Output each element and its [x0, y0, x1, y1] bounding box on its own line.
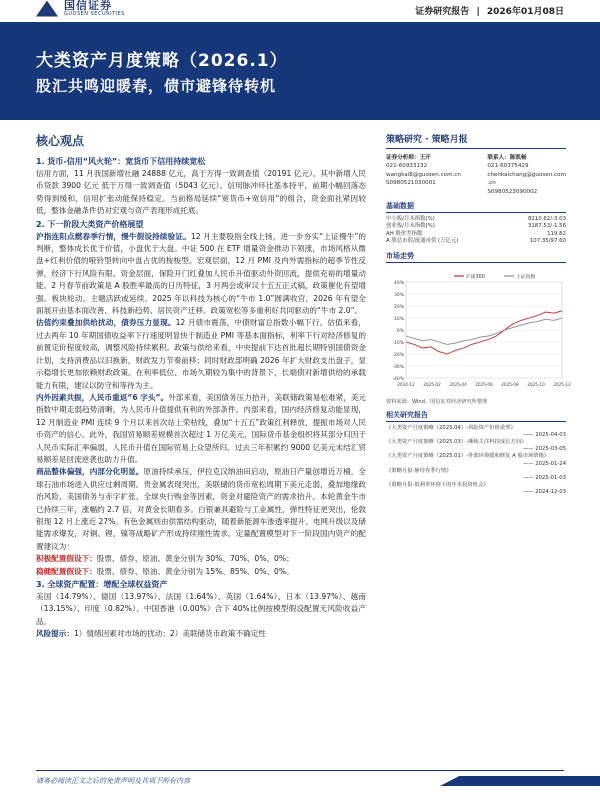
- paragraph-bond-body: 12 月债市震荡，中债财富总指数小幅下行。估值来看，过去两年 10 年期国债收益率下行速度明显快于制造业 PMI 等基本面指标，利率下行对经济修复的前置定价程度较高，调整风险持续累积。政策与供给来看，中央提前下达首批超长期特别国债资金计划，支持消费品以旧换新，财政发力节奏前移；同时财政部明确 2026 年扩大财政支出盘子，显示稳增长更加依赖财政政策。在利率低位、市场久期较为集中的背景下，长端债对新增供给的承载能力有限，建议以防守和等待为主。: [36, 318, 366, 390]
- conservative-body: 股票、债券、原油、黄金分别为 15%、85%、0%、0%。: [96, 566, 294, 576]
- paragraph-bond: [36, 317, 366, 391]
- x-tick-label: 2025-02: [423, 381, 441, 387]
- basic-data-value: 119.82: [547, 230, 566, 237]
- basic-data-value: 8210.62/-3.03: [527, 216, 566, 223]
- market-trend-chart: [386, 266, 571, 396]
- paragraph-equity-body: 12 月主要股指全线上扬，进一步夯实“上证慢牛”的判断，整体成长优于价值，小盘优于大盘。中证 500 在 ETF 增量资金推动下领涨，市场风格从微盘+红利价值的哑铃型转向中盘占优的梭梭型。宏观层面，12 月 PMI 及内外需指标的超季节性反弹，经济下行风险有限。资金层面，保险开门红叠加人民币升值驱动外资回流，提供充裕的增量动能。2 月春节前政策是 A 股胜率最高的日历特征，3 月两会或审议十五五正式稿，政策催化有望增强。板块轮动、主题活跃或延续。2025 年以科技为核心的“牛市 1.0”圆满收官，2026 年有望全面展开由基本面改善、科技新趋势、居民资产迁移、政策宽松等多重利好共同驱动的“牛市 2.0”。: [36, 231, 366, 316]
- related-report-date: —— 2025-03-05: [522, 446, 566, 453]
- core-views-heading: 核心观点: [36, 134, 85, 148]
- analyst-2-label: 联系人：: [487, 155, 510, 161]
- basic-data-heading: 基础数据: [386, 201, 566, 213]
- x-tick-label: 2025-06: [475, 381, 493, 387]
- y-tick-label: 10%: [393, 316, 404, 322]
- analyst-1: [386, 154, 461, 196]
- basic-data-value: 3187.53/-1.56: [527, 223, 566, 230]
- x-tick-label: 2025-08: [501, 381, 519, 387]
- report-type: 证券研究报告: [415, 7, 470, 17]
- x-tick-label: 2024-12: [397, 381, 415, 387]
- basic-data-key: 中小板/月末指数(%): [386, 216, 435, 223]
- basic-data-key: A 股总市值/流通市值 (万亿元): [386, 238, 459, 245]
- chart-source: 资料来源：Wind、国信证券经济研究所整理: [386, 398, 488, 405]
- report-date: 2026年01月08日: [486, 7, 564, 17]
- related-report-link[interactable]: 《大类资产月度策略（2025.01）-外部环境缓和修复 A 股市场情绪》: [386, 453, 550, 460]
- related-reports-heading: 相关研究报告: [386, 410, 566, 422]
- x-tick-label: 2025-10: [527, 381, 545, 387]
- page-footer: [0, 770, 600, 800]
- report-title: 大类资产月度策略（2026.1）: [36, 51, 288, 71]
- analyst-1-label: 证券分析师：: [386, 155, 420, 161]
- footer-disclaimer: 请务必阅读正文之后的免责声明及其项下所有内容: [36, 777, 190, 785]
- x-tick-label: 2025-12: [553, 381, 571, 387]
- y-tick-label: 0%: [396, 328, 404, 334]
- related-report-date: —— 2025-01-24: [522, 460, 566, 467]
- related-report-date: —— 2025-01-03: [522, 475, 566, 482]
- basic-data-table: [386, 216, 566, 246]
- logo-text-cn: 国信证券: [64, 0, 112, 12]
- trend-chart-svg: [386, 266, 571, 396]
- report-meta: [411, 4, 564, 17]
- basic-data-row: [386, 238, 566, 245]
- logo: [36, 0, 125, 17]
- section-3-text: 美国（14.79%）、德国（13.97%）、法国（1.64%）、英国（1.64%）、日本（13.97%）、越南（13.15%）、印度（0.82%）、中国香港（0.00%）合下 40%比例按模型假设配置无风险收益产品。: [36, 592, 366, 626]
- analyst-2-phone: 021-60375429: [487, 163, 529, 170]
- analyst-1-name: 王开: [419, 155, 431, 161]
- analyst-1-cert: S0980521030001: [386, 180, 436, 187]
- paragraph-commodity: [36, 466, 366, 553]
- logo-text-en: GUOSEN SECURITIES: [64, 11, 125, 17]
- section-1-text: 信用方面，11 月我国新增社融 24888 亿元，高于万得一致调查值（20191 亿元）。其中新增人民币贷款 3900 亿元 低于万得一致调查值（5043 亿元）。信用脉冲环比基本持平，前期小幅回落态势得到缓和，信用扩张动能保持稳定。当前格局延续“宽货币+宽信用”的组合，资金面社紧因较低，整体金融条件仍对宏观与资产表现形成托底。: [36, 169, 366, 216]
- y-tick-label: 20%: [393, 304, 404, 310]
- x-tick-label: 2025-04: [449, 381, 467, 387]
- paragraph-bond-lead: 估值约束叠加供给扰动，债券压力显现。: [36, 318, 176, 328]
- footer-accent-bar: [440, 776, 600, 786]
- market-trend-heading: 市场走势: [386, 251, 566, 263]
- basic-data-key: 创业板/月末指数(%): [386, 223, 435, 230]
- risk-body: 1）情绪因素对市场的扰动；2）美联储货币政策不确定性: [73, 629, 266, 639]
- analyst-1-phone: 021-60933132: [386, 163, 428, 170]
- logo-mark-icon: [36, 1, 58, 17]
- y-tick-label: -20%: [392, 352, 404, 358]
- analyst-block: [386, 154, 566, 196]
- footer-divider: [36, 770, 564, 771]
- y-tick-label: 30%: [393, 292, 404, 298]
- related-report-link[interactable]: 《大类资产月度策略（2025.04）-风险资产价值重塑》: [386, 424, 516, 431]
- aggressive-lead: 积极配置假设下：: [36, 554, 97, 564]
- paragraph-fx: [36, 392, 366, 466]
- related-report-link[interactable]: 《策略月报-静待春季行情》: [386, 467, 452, 474]
- series-line-0: [406, 310, 562, 353]
- y-tick-label: -40%: [392, 376, 404, 382]
- aggressive-body: 股票、债券、原油、黄金分别为 30%、70%、0%、0%；: [96, 554, 294, 564]
- y-tick-label: -30%: [392, 364, 404, 370]
- paragraph-equity-lead: 沪指连阳点燃春季行情，慢牛假设持续验证。: [36, 231, 191, 241]
- title-banner: [0, 22, 600, 120]
- related-reports-list: [386, 425, 566, 497]
- analyst-2-name: 陈凯畅: [509, 155, 527, 161]
- section-1-heading: 1. 货币-信用“风火轮”：宽货币下信用持续宽松: [36, 157, 206, 166]
- section-3-heading: 3. 全球资产配置：增配全球权益资产: [36, 580, 168, 589]
- y-tick-label: 40%: [393, 280, 404, 286]
- legend-label: 上证指数: [516, 274, 536, 280]
- basic-data-row: [386, 223, 566, 230]
- analyst-1-email[interactable]: wangkai8@guosen.com.cn: [386, 171, 461, 178]
- top-header: [0, 0, 600, 22]
- related-report-link[interactable]: 《大类资产月度策略（2025.03）-继续关注科技成长方向》: [386, 439, 527, 446]
- core-views-column: [36, 132, 366, 641]
- risk-lead: 风险提示：: [36, 629, 74, 639]
- analyst-2-cert: S0980523090002: [487, 188, 538, 195]
- sidebar-section-title: 策略研究 · 策略月报: [386, 132, 566, 149]
- paragraph-fx-lead: 内外因素共振，人民币重返“6 字头”。: [36, 392, 169, 402]
- analyst-2: [487, 154, 566, 196]
- paragraph-commodity-lead: 商品整体偏强，内部分化明显。: [36, 467, 144, 477]
- paragraph-fx-body: 外部来看，美国债务压力抬升，美联储政策易松难紧，美元指数中期走弱趋势清晰，为人民币升值提供有利的外部条件。内部来看，国内经济修复动能显现，12 月制造业 PMI 连续 9 个月以来首次站上荣枯线，叠加“十五五”政策红利释放，提振市场对人民币资产的信心。此外，我国贸易顺差规模首次超过 1 万亿美元，国际货币基金组织将其部分归因于人民币实际汇率偏弱，人民币升值在国际贸易上众望所归。过去三年积累约 9000 亿美元未结汇贸易顺差是回流逆袭也助力升值。: [36, 392, 366, 464]
- analyst-2-email[interactable]: chenkaichang@guosen.com: [487, 171, 566, 178]
- paragraph-equity: [36, 231, 366, 318]
- related-report-link[interactable]: 《策略月报-低利率环境下的年末投资机会》: [386, 482, 489, 489]
- legend-label: 沪深300: [466, 274, 485, 280]
- paragraph-conservative: [36, 566, 366, 578]
- analyst-2-email-cont: .cn: [487, 180, 496, 187]
- y-tick-label: -10%: [392, 340, 404, 346]
- meta-separator: |: [476, 7, 480, 17]
- conservative-lead: 稳健配置假设下：: [36, 566, 97, 576]
- basic-data-key: AH 股价差指数: [386, 230, 423, 237]
- paragraph-commodity-body: 原油持续承压，伊拉克汉纳油田启动，原油日产量创增近万桶，全球石油市场进入供应过剩周期。贵金属表现突出，美联储的货币宽松周期下美元走弱，叠加地缘政治风险、美国债务与赤字扩张、全球央行购金等因素，资金对避险资产的需求抬升。本轮黄金牛市已持续三年，涨幅约 2.7 倍，对黄金长期看多。白银兼具避险与工业属性，弹性特征更突出，伦敦银现 12 月上涨近 27%。有色金属则由供需结构驱动，随着新能源车渗透率提升、电网升级以及储能需求爆发，对铜、锂、镍等战略矿产形成持续刚性需求。定量配置模型对下一阶段国内资产的配置建议为：: [36, 467, 366, 551]
- report-subtitle: 股汇共鸣迎暖春，债市避锋待转机: [36, 77, 277, 95]
- risk-warning: [36, 628, 366, 640]
- paragraph-aggressive: [36, 553, 366, 565]
- section-2-heading: 2. 下一阶段大类资产价格展望: [36, 219, 144, 229]
- related-report-date: —— 2025-04-03: [522, 431, 566, 438]
- sidebar-column: [386, 132, 571, 497]
- basic-data-value: 107.35/97.60: [529, 238, 566, 245]
- related-report-date: —— 2024-12-03: [522, 489, 566, 496]
